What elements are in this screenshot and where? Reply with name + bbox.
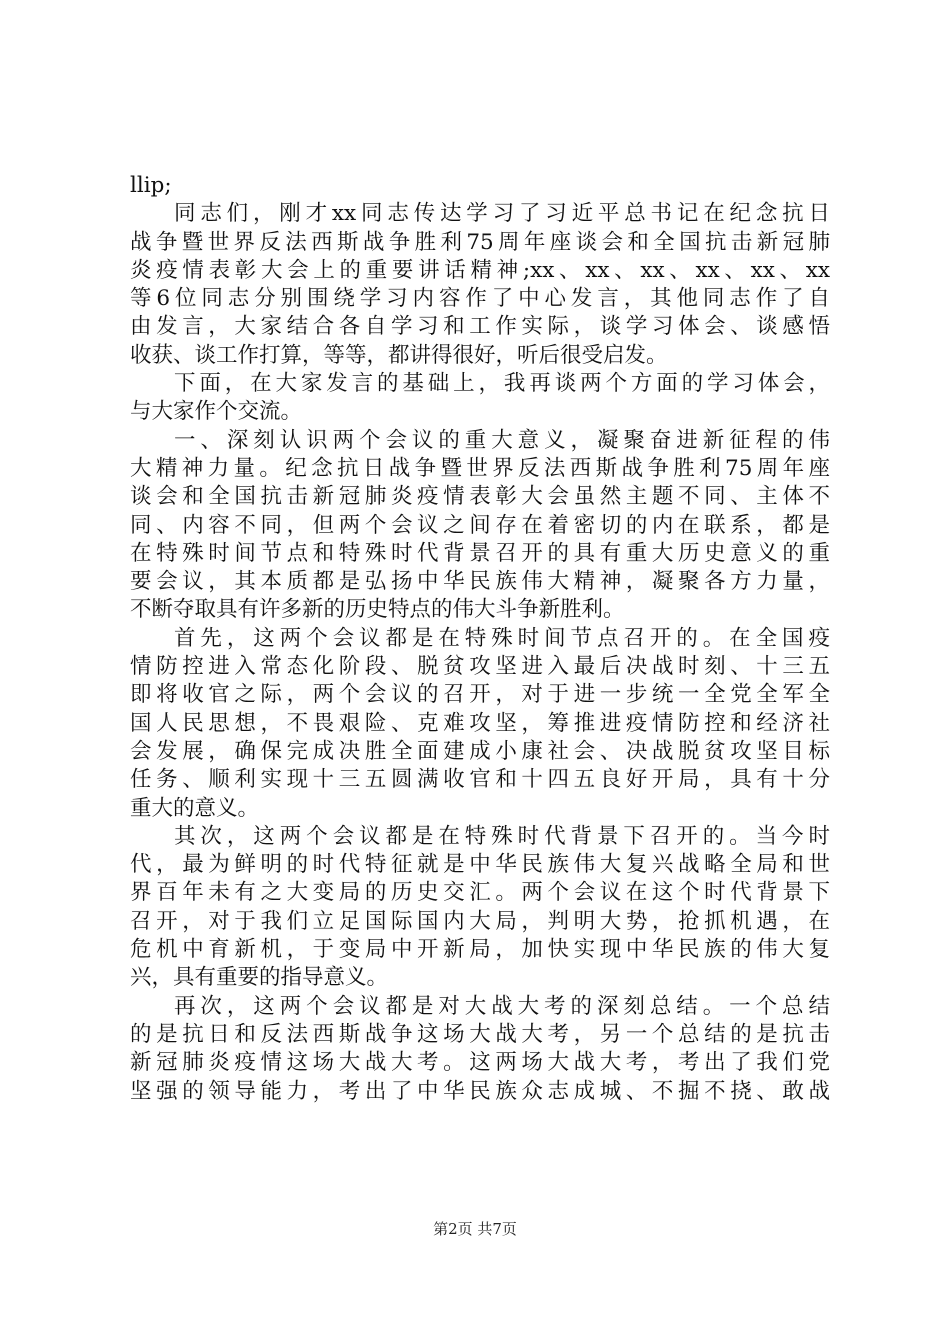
- document-body: [130, 172, 830, 1106]
- text-line: 再次，这两个会议都是对大战大考的深刻总结。一个总结: [174, 993, 830, 1019]
- text-line: 等6位同志分别围绕学习内容作了中心发言，其他同志作了自: [130, 286, 830, 312]
- text-line: 情防控进入常态化阶段、脱贫攻坚进入最后决战时刻、十三五: [130, 654, 830, 680]
- text-line: 国人民思想，不畏艰险、克难攻坚，筹推进疫情防控和经济社: [130, 710, 830, 736]
- text-line: 一、深刻认识两个会议的重大意义，凝聚奋进新征程的伟: [174, 427, 830, 453]
- text-line: 下面，在大家发言的基础上，我再谈两个方面的学习体会，: [174, 371, 830, 397]
- text-line: 大精神力量。纪念抗日战争暨世界反法西斯战争胜利75周年座: [130, 455, 830, 481]
- page-footer: 第2页 共7页: [433, 1220, 517, 1238]
- text-line: 与大家作个交流。: [130, 399, 303, 425]
- text-line: 战争暨世界反法西斯战争胜利75周年座谈会和全国抗击新冠肺: [130, 229, 830, 255]
- text-line: 的是抗日和反法西斯战争这场大战大考，另一个总结的是抗击: [130, 1021, 830, 1047]
- text-line: 要会议，其本质都是弘扬中华民族伟大精神，凝聚各方力量，: [130, 569, 830, 595]
- text-line: 召开，对于我们立足国际国内大局，判明大势，抢抓机遇，在: [130, 908, 830, 934]
- text-line: 代，最为鲜明的时代特征就是中华民族伟大复兴战略全局和世: [130, 852, 830, 878]
- text-line: 其次，这两个会议都是在特殊时代背景下召开的。当今时: [174, 823, 830, 849]
- text-line: 在特殊时间节点和特殊时代背景召开的具有重大历史意义的重: [130, 540, 830, 566]
- text-line: 不断夺取具有许多新的历史特点的伟大斗争新胜利。: [130, 597, 625, 623]
- text-line: 同、内容不同，但两个会议之间存在着密切的内在联系，都是: [130, 512, 830, 538]
- text-line: 由发言，大家结合各自学习和工作实际，谈学习体会、谈感悟: [130, 314, 830, 340]
- text-line: 坚强的领导能力，考出了中华民族众志成城、不掘不挠、敢战: [130, 1078, 830, 1104]
- text-line: 炎疫情表彰大会上的重要讲话精神;xx、xx、xx、xx、xx、xx: [130, 257, 830, 283]
- text-line: llip;: [130, 173, 172, 198]
- text-line: 重大的意义。: [130, 795, 260, 821]
- text-line: 兴，具有重要的指导意义。: [130, 965, 389, 991]
- text-line: 同志们，刚才xx同志传达学习了习近平总书记在纪念抗日: [174, 201, 830, 227]
- text-line: 任务、顺利实现十三五圆满收官和十四五良好开局，具有十分: [130, 767, 830, 793]
- text-line: 即将收官之际，两个会议的召开，对于进一步统一全党全军全: [130, 682, 830, 708]
- text-line: 新冠肺炎疫情这场大战大考。这两场大战大考，考出了我们党: [130, 1050, 830, 1076]
- text-line: 收获、谈工作打算，等等，都讲得很好，听后很受启发。: [130, 342, 668, 368]
- text-line: 会发展，确保完成决胜全面建成小康社会、决战脱贫攻坚目标: [130, 738, 830, 764]
- text-line: 危机中育新机，于变局中开新局，加快实现中华民族的伟大复: [130, 937, 830, 963]
- text-line: 谈会和全国抗击新冠肺炎疫情表彰大会虽然主题不同、主体不: [130, 484, 830, 510]
- text-line: 首先，这两个会议都是在特殊时间节点召开的。在全国疫: [174, 625, 830, 651]
- text-line: 界百年未有之大变局的历史交汇。两个会议在这个时代背景下: [130, 880, 830, 906]
